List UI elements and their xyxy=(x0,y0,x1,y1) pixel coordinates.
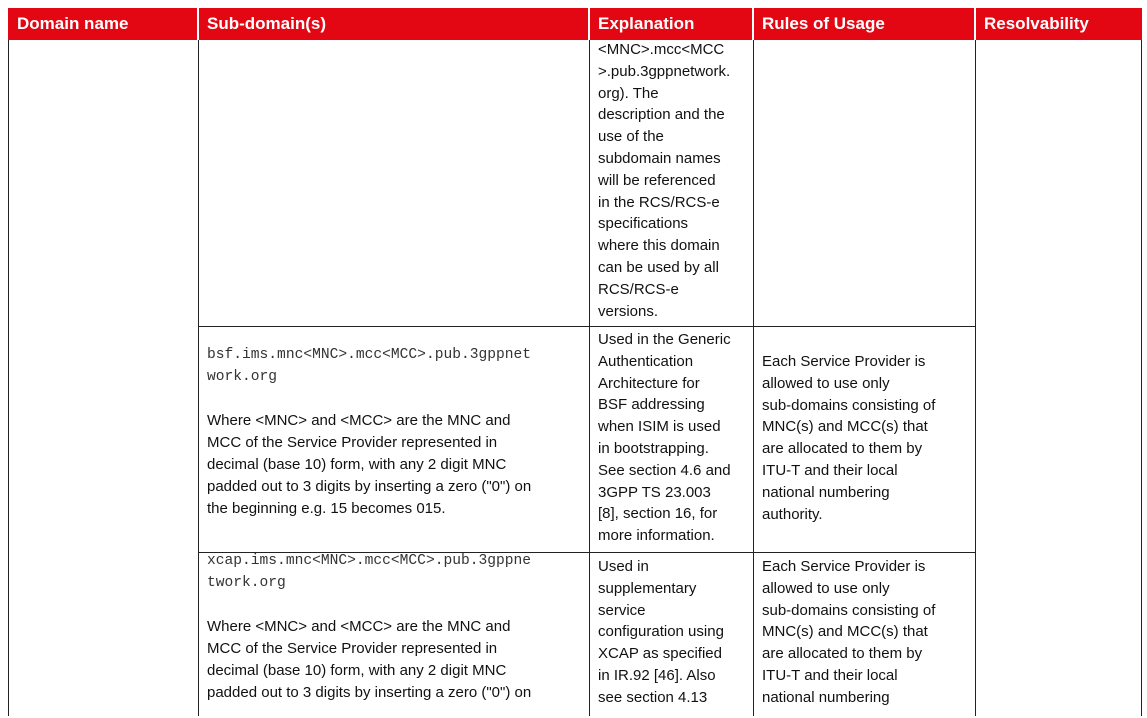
table-row-2-subdomain xyxy=(207,345,585,519)
header-resolvability: Resolvability xyxy=(975,8,1142,40)
subdomain-note: Where <MNC> and <MCC> are the MNC and MCC of the Service Provider represented in decimal (base 10) form, with any 2 digit MNC padded out to 3 digits by inserting a zero ("0") on xyxy=(207,618,532,701)
header-separator xyxy=(974,8,976,40)
table-row-2-rules: Each Service Provider is allowed to use only sub-domains consisting of MNC(s) and MCC(s) that are allocated to them by ITU-T and their local national numbering authority. xyxy=(762,353,936,523)
table-row-3-rules: Each Service Provider is allowed to use only sub-domains consisting of MNC(s) and MCC(s) that are allocated to them by ITU-T and their local national numbering xyxy=(762,558,936,706)
column-border xyxy=(589,40,590,716)
subdomain-name: xcap.ims.mnc<MNC>.mcc<MCC>.pub.3gppne twork.org xyxy=(207,553,532,591)
header-domain-name: Domain name xyxy=(8,8,198,40)
subdomain-note: Where <MNC> and <MCC> are the MNC and MCC of the Service Provider represented in decimal (base 10) form, with any 2 digit MNC padded out to 3 digits by inserting a zero ("0") on the beginning e.g. 15 becomes 015. xyxy=(207,412,532,517)
spacer xyxy=(207,389,585,411)
column-border xyxy=(8,40,9,716)
header-rules-of-usage: Rules of Usage xyxy=(753,8,975,40)
domain-table xyxy=(8,8,1142,716)
column-border xyxy=(975,40,976,716)
header-sub-domains: Sub-domain(s) xyxy=(198,8,589,40)
header-separator xyxy=(588,8,590,40)
table-row-3-explanation: Used in supplementary service configuration using XCAP as specified in IR.92 [46]. Also see section 4.13 xyxy=(598,558,724,706)
table-row-2-explanation: Used in the Generic Authentication Architecture for BSF addressing when ISIM is used in bootstrapping. See section 4.6 and 3GPP TS 23.003 [8], section 16, for more information. xyxy=(598,331,731,545)
table-row-1-explanation: <MNC>.mcc<MCC >.pub.3gppnetwork. org). The description and the use of the subdomain names will be referenced in the RCS/RCS-e specifications where this domain can be used by all RCS/RCS-e versions. xyxy=(598,41,731,320)
table-row-3-subdomain xyxy=(207,551,585,704)
subdomain-name: bsf.ims.mnc<MNC>.mcc<MCC>.pub.3gppnet work.org xyxy=(207,347,532,385)
column-border xyxy=(1141,40,1142,716)
row-border xyxy=(198,326,975,327)
header-explanation: Explanation xyxy=(589,8,753,40)
header-separator xyxy=(197,8,199,40)
column-border xyxy=(198,40,199,716)
header-separator xyxy=(752,8,754,40)
spacer xyxy=(207,595,585,617)
column-border xyxy=(753,40,754,716)
